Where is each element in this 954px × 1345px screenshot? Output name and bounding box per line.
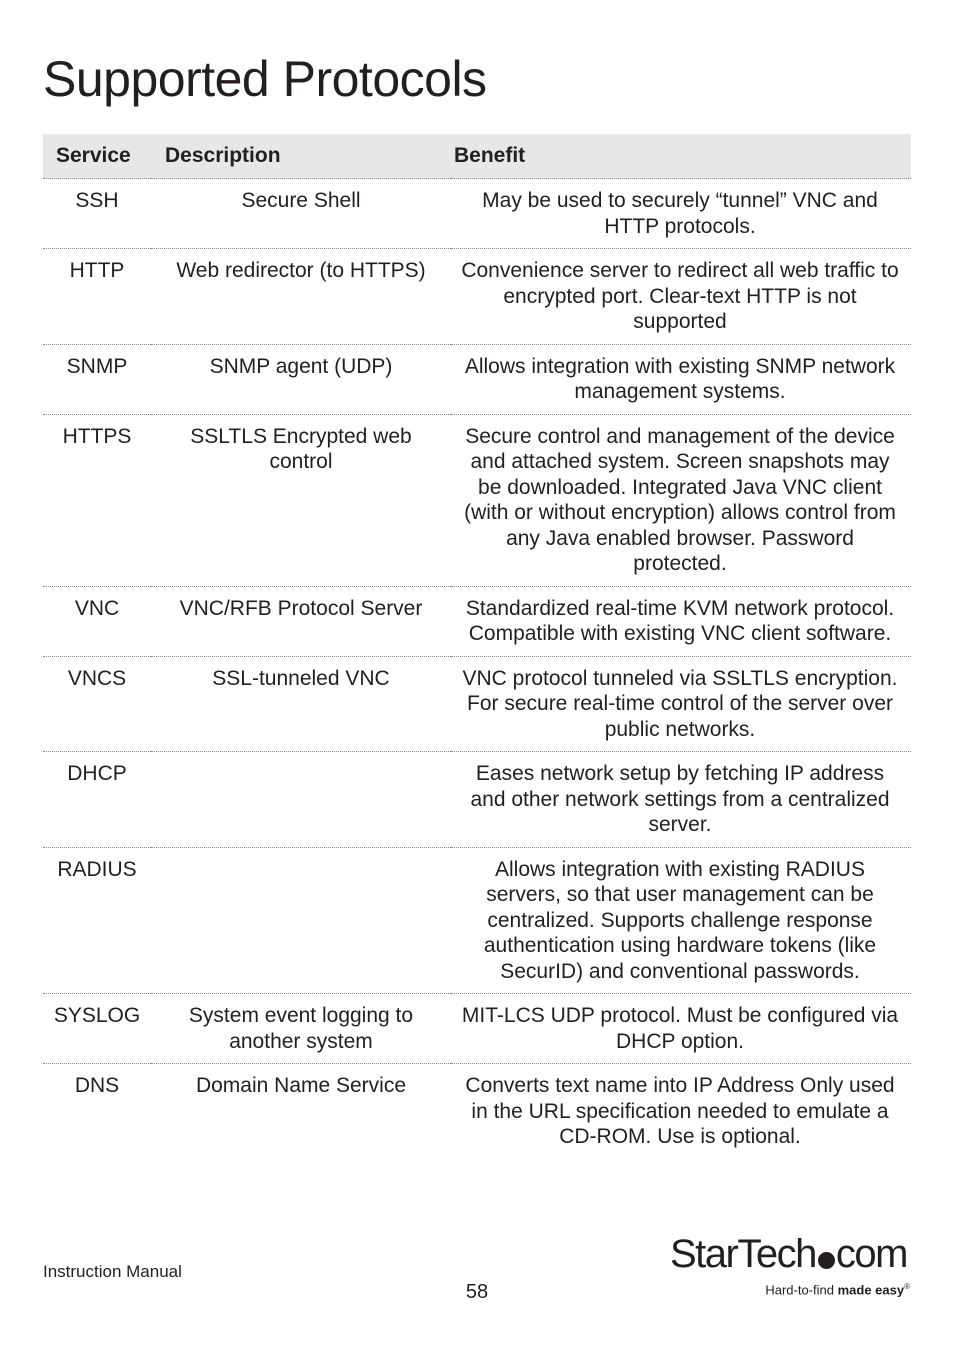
cell-description: SSL-tunneled VNC [151,656,451,752]
logo-wordmark [670,1230,907,1278]
table-row [43,586,911,656]
column-header-benefit: Benefit [451,134,911,179]
logo-dot-icon [818,1252,835,1269]
cell-benefit: Allows integration with existing RADIUS servers, so that user management can be centralized. Supports challenge response authentication using hardware tokens (like SecurID) and conventional passwords. [451,847,911,994]
cell-benefit: May be used to securely “tunnel” VNC and HTTP protocols. [451,179,911,249]
cell-service: SSH [43,179,151,249]
cell-service: DHCP [43,752,151,848]
cell-service: SYSLOG [43,994,151,1064]
cell-benefit: MIT-LCS UDP protocol. Must be configured via DHCP option. [451,994,911,1064]
logo-tagline [765,1282,910,1297]
table-row [43,656,911,752]
protocols-table [43,134,911,1159]
table-row [43,994,911,1064]
cell-service: DNS [74,1074,120,1097]
column-header-service: Service [43,134,151,179]
cell-service: HTTP [43,249,151,345]
startech-logo [670,1230,910,1302]
cell-benefit: Converts text name into IP Address Only used in the URL specification needed to emulate a CD-ROM. Use is optional. [465,1074,895,1148]
table-row [43,752,911,848]
column-header-description: Description [151,134,451,179]
cell-benefit: Allows integration with existing SNMP network management systems. [451,344,911,414]
cell-service: RADIUS [43,847,151,994]
table-row [43,414,911,586]
cell-service: VNCS [43,656,151,752]
table-row [43,179,911,249]
table-row [43,344,911,414]
cell-description: SSLTLS Encrypted web control [151,414,451,586]
cell-benefit: Standardized real-time KVM network protocol. Compatible with existing VNC client software. [451,586,911,656]
cell-description: SNMP agent (UDP) [151,344,451,414]
cell-description: Web redirector (to HTTPS) [151,249,451,345]
table-row [43,847,911,994]
registered-mark: ® [904,1282,910,1291]
table-row [43,249,911,345]
cell-service: VNC [43,586,151,656]
cell-description: System event logging to another system [151,994,451,1064]
cell-service: SNMP [43,344,151,414]
tagline-bold: made easy [837,1282,905,1298]
cell-benefit: Eases network setup by fetching IP address and other network settings from a centralized server. [451,752,911,848]
table-header-row [43,134,911,179]
table-row [43,1064,911,1159]
cell-description [151,847,451,994]
footer-document-title: Instruction Manual [43,1262,182,1281]
cell-benefit: Convenience server to redirect all web traffic to encrypted port. Clear-text HTTP is not supported [451,249,911,345]
cell-service: HTTPS [43,414,151,586]
page-number: 58 [465,1281,489,1303]
cell-benefit: Secure control and management of the device and attached system. Screen snapshots may be downloaded. Integrated Java VNC client (with or without encryption) allows control from any Java enabled browser. Password protected. [451,414,911,586]
cell-description: VNC/RFB Protocol Server [151,586,451,656]
cell-description: Domain Name Service [195,1074,407,1097]
cell-description: Secure Shell [151,179,451,249]
logo-brand-suffix: com [835,1232,907,1276]
tagline-regular: Hard-to-find [765,1282,834,1298]
cell-description [151,752,451,848]
logo-brand: StarTech [670,1232,816,1276]
page-title: Supported Protocols [43,51,487,107]
cell-benefit: VNC protocol tunneled via SSLTLS encryption. For secure real-time control of the server over public networks. [451,656,911,752]
